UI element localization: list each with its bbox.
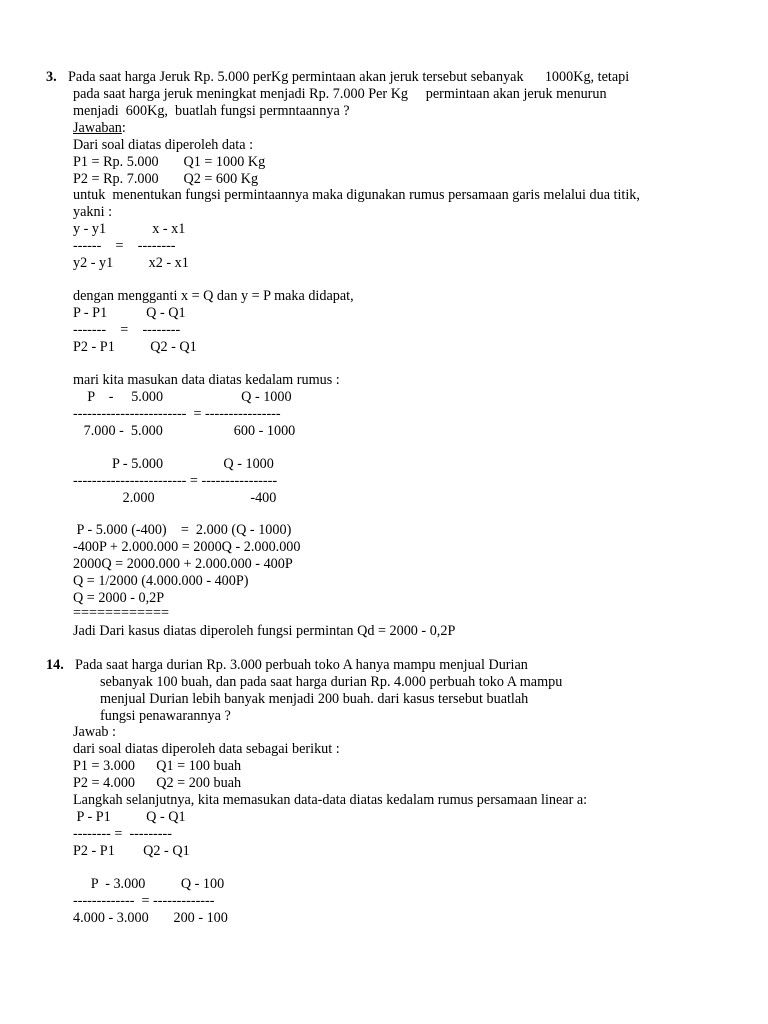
formula-denominator: y2 - y1 x2 - x1: [73, 255, 189, 271]
work-line: P2 = Rp. 7.000 Q2 = 600 Kg: [73, 171, 259, 187]
formula-numerator: P - 5.000 Q - 1000: [73, 389, 292, 405]
work-line: yakni :: [73, 204, 113, 220]
work-line: Dari soal diatas diperoleh data :: [73, 137, 254, 153]
formula-fraction-line: ------- = --------: [73, 322, 181, 338]
problem-14-number: 14.: [46, 657, 64, 673]
work-line: Q = 1/2000 (4.000.000 - 400P): [73, 573, 249, 589]
formula-denominator: P2 - P1 Q2 - Q1: [73, 843, 190, 859]
work-line: dengan mengganti x = Q dan y = P maka didapat,: [73, 288, 354, 304]
work-line: Jawab :: [73, 724, 116, 740]
work-line: mari kita masukan data diatas kedalam rumus :: [73, 372, 340, 388]
problem-3-text-line: Pada saat harga Jeruk Rp. 5.000 perKg permintaan akan jeruk tersebut sebanyak 1000Kg, tetapi: [68, 69, 630, 85]
problem-14-text-line: sebanyak 100 buah, dan pada saat harga durian Rp. 4.000 perbuah toko A mampu: [100, 674, 563, 690]
formula-denominator: 4.000 - 3.000 200 - 100: [73, 910, 228, 926]
problem-3-text-line: menjadi 600Kg, buatlah fungsi permntaannya ?: [73, 103, 350, 119]
formula-fraction-line: -------- = ---------: [73, 826, 172, 842]
conclusion-line: Jadi Dari kasus diatas diperoleh fungsi permintan Qd = 2000 - 0,2P: [73, 623, 456, 639]
work-line: P1 = 3.000 Q1 = 100 buah: [73, 758, 242, 774]
formula-numerator: y - y1 x - x1: [73, 221, 186, 237]
formula-denominator: 2.000 -400: [73, 490, 277, 506]
formula-numerator: P - 3.000 Q - 100: [73, 876, 225, 892]
formula-fraction-line: ------------------------ = ----------------: [73, 406, 281, 422]
formula-fraction-line: ------------------------ = ----------------: [73, 473, 278, 489]
formula-fraction-line: ------------- = -------------: [73, 893, 215, 909]
problem-14-text-line: fungsi penawarannya ?: [100, 708, 231, 724]
problem-3-number: 3.: [46, 69, 57, 85]
formula-numerator: P - P1 Q - Q1: [73, 809, 186, 825]
work-line: P - 5.000 (-400) = 2.000 (Q - 1000): [73, 522, 292, 538]
separator-line: ============: [73, 605, 170, 621]
work-line: -400P + 2.000.000 = 2000Q - 2.000.000: [73, 539, 301, 555]
formula-denominator: 7.000 - 5.000 600 - 1000: [73, 423, 296, 439]
answer-label: Jawaban: [73, 120, 122, 136]
formula-numerator: P - P1 Q - Q1: [73, 305, 186, 321]
problem-14-text-line: menjual Durian lebih banyak menjadi 200 buah. dari kasus tersebut buatlah: [100, 691, 529, 707]
problem-14-text-line: Pada saat harga durian Rp. 3.000 perbuah toko A hanya mampu menjual Durian: [75, 657, 528, 673]
formula-fraction-line: ------ = --------: [73, 238, 176, 254]
answer-heading: [73, 120, 126, 137]
work-line: P2 = 4.000 Q2 = 200 buah: [73, 775, 242, 791]
formula-numerator: P - 5.000 Q - 1000: [73, 456, 274, 472]
work-line: Langkah selanjutnya, kita memasukan data-data diatas kedalam rumus persamaan linear a:: [73, 792, 588, 808]
work-line: untuk menentukan fungsi permintaannya maka digunakan rumus persamaan garis melalui dua titik,: [73, 187, 640, 203]
work-line: Q = 2000 - 0,2P: [73, 590, 165, 606]
formula-denominator: P2 - P1 Q2 - Q1: [73, 339, 197, 355]
problem-3-text-line: pada saat harga jeruk meningkat menjadi Rp. 7.000 Per Kg permintaan akan jeruk menurun: [73, 86, 607, 102]
work-line: 2000Q = 2000.000 + 2.000.000 - 400P: [73, 556, 293, 572]
work-line: dari soal diatas diperoleh data sebagai berikut :: [73, 741, 340, 757]
answer-colon: :: [121, 120, 126, 136]
work-line: P1 = Rp. 5.000 Q1 = 1000 Kg: [73, 154, 266, 170]
